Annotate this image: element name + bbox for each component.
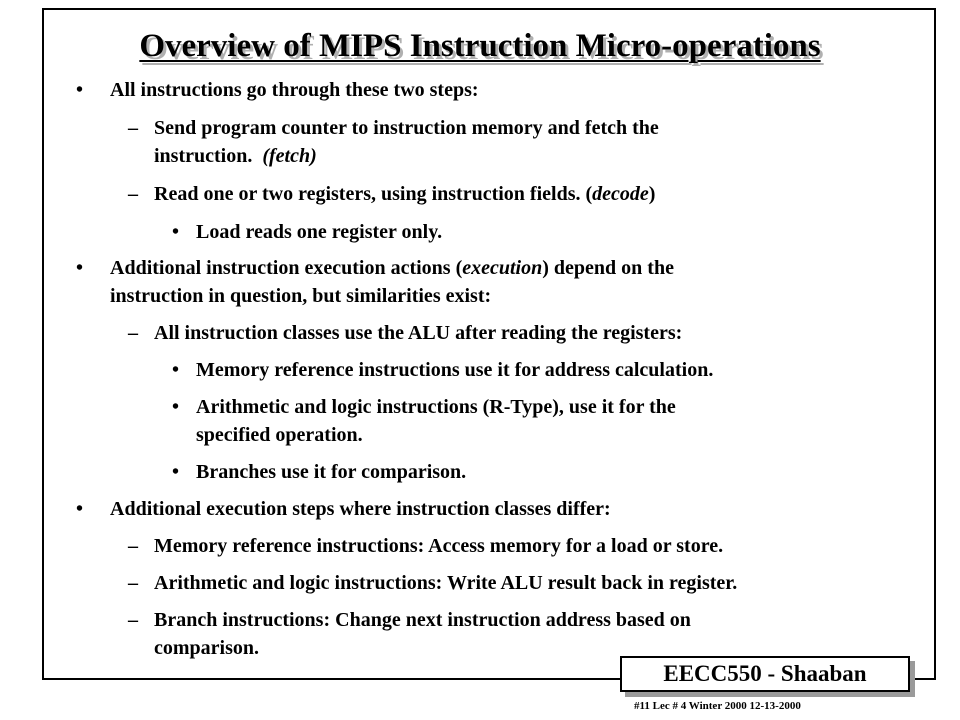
bullet-3: Additional execution steps where instruction classes differ: [110, 498, 611, 520]
bullet-marker: • [172, 221, 180, 243]
bullet-marker: • [76, 498, 84, 520]
dash-marker: – [128, 572, 138, 594]
dash-marker: – [128, 609, 138, 631]
bullet-1: All instructions go through these two steps: [110, 79, 479, 101]
detail-load: Load reads one register only. [196, 221, 443, 243]
dash-marker: – [128, 117, 138, 139]
fetch-label: (fetch) [262, 145, 317, 167]
bullet-marker: • [172, 359, 180, 381]
course-label-box [620, 656, 910, 692]
execution-label: execution [462, 257, 543, 279]
dash-marker: – [128, 183, 138, 205]
bullet-marker: • [172, 396, 180, 418]
sub-bullet-decode: Read one or two registers, using instruction fields. (decode) [154, 183, 656, 205]
sub-bullet-branch-line2: comparison. [154, 637, 259, 659]
sub-bullet-branch-line1: Branch instructions: Change next instruction address based on [154, 609, 691, 631]
fetch-text: instruction. [154, 145, 253, 167]
sub-bullet-alu: All instruction classes use the ALU after reading the registers: [154, 322, 683, 344]
sub-bullet-memory-access: Memory reference instructions: Access memory for a load or store. [154, 535, 724, 557]
course-label: EECC550 - Shaaban [663, 661, 867, 686]
detail-branches: Branches use it for comparison. [196, 461, 467, 483]
detail-arith-line1: Arithmetic and logic instructions (R-Type), use it for the [196, 396, 676, 418]
bullet-marker: • [76, 257, 84, 279]
bullet-2-line1: Additional instruction execution actions (execution) depend on the [110, 257, 674, 279]
sub-bullet-fetch-line2 [154, 143, 317, 169]
detail-arith-line2: specified operation. [196, 424, 363, 446]
dash-marker: – [128, 322, 138, 344]
decode-label: decode [592, 183, 649, 205]
dash-marker: – [128, 535, 138, 557]
bullet-marker: • [172, 461, 180, 483]
bullet-2-line2: instruction in question, but similarities exist: [110, 285, 492, 307]
slide-footer: #11 Lec # 4 Winter 2000 12-13-2000 [634, 700, 801, 712]
sub-bullet-fetch-line1: Send program counter to instruction memory and fetch the [154, 117, 659, 139]
sub-bullet-write-alu: Arithmetic and logic instructions: Write ALU result back in register. [154, 572, 738, 594]
detail-memory-ref: Memory reference instructions use it for address calculation. [196, 359, 714, 381]
bullet-marker: • [76, 79, 84, 101]
slide-title: Overview of MIPS Instruction Micro-operations [139, 28, 821, 64]
